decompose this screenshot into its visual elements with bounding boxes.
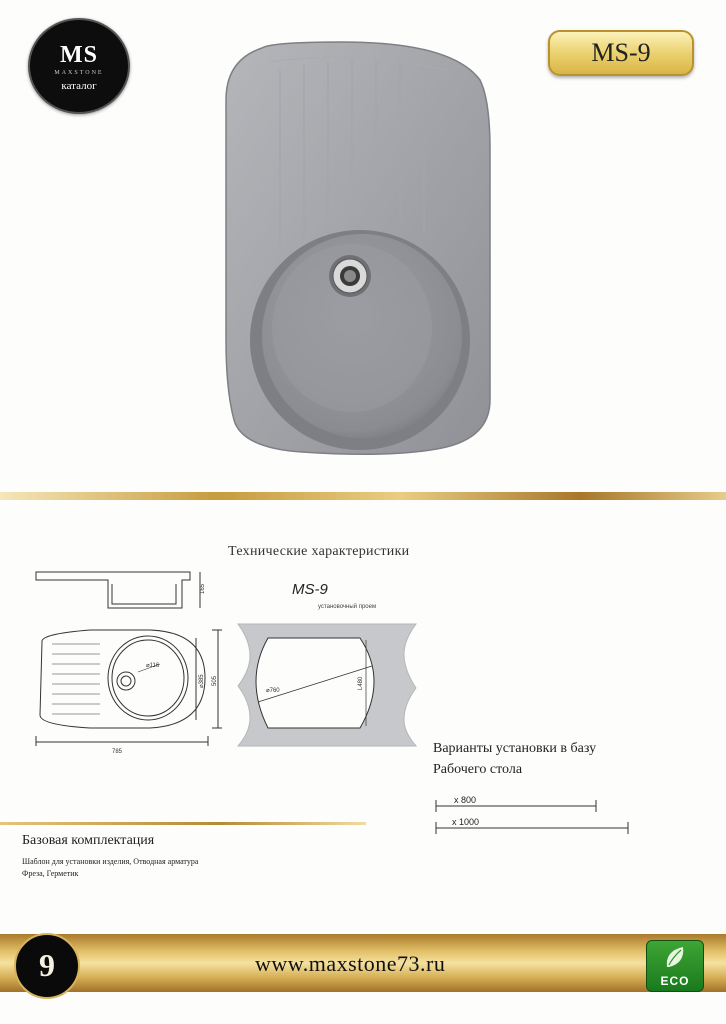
base-title: Базовая комплектация [22,833,155,848]
cutout-drawing [238,624,416,746]
gold-divider [0,492,726,500]
install-option-1000: x 1000 [452,817,480,827]
logo-caption: каталог [61,80,97,92]
dim-cutout-height: L480 [358,676,364,690]
sink-product-image [222,40,492,460]
install-title-line2: Рабочего стола [433,762,523,777]
dim-bowl-diameter: ⌀116 [146,663,160,669]
install-title-line1: Варианты установки в базу [433,741,597,756]
dim-width: 505 [212,675,218,686]
technical-drawings [0,560,726,760]
leaf-icon [663,945,687,971]
spec-model: MS-9 [292,581,328,598]
base-divider [0,822,366,825]
model-badge: MS-9 [548,30,694,76]
dim-length: 785 [112,749,123,755]
brand-logo [28,18,130,114]
dim-cutout-diameter: ⌀760 [266,688,280,694]
cutout-caption: установочный проем [318,604,377,610]
logo-brand: MAXSTONE [54,70,104,76]
page-number: 9 [14,933,80,999]
eco-badge [646,940,704,992]
install-options-diagram [430,788,640,838]
base-line1: Шаблон для установки изделия, Отводная арматура [22,857,199,866]
dim-depth: 165 [200,583,206,594]
top-view-drawing [36,630,222,746]
eco-label: ECO [660,974,690,988]
logo-initials: MS [60,42,98,68]
dim-bowl-outer: ⌀385 [199,674,205,688]
base-line2: Фреза, Герметик [22,869,79,878]
side-profile-drawing [36,572,200,608]
spec-title: Технические характеристики [228,544,410,559]
install-option-800: x 800 [454,795,477,805]
website-link[interactable]: www.maxstone73.ru [255,951,446,976]
